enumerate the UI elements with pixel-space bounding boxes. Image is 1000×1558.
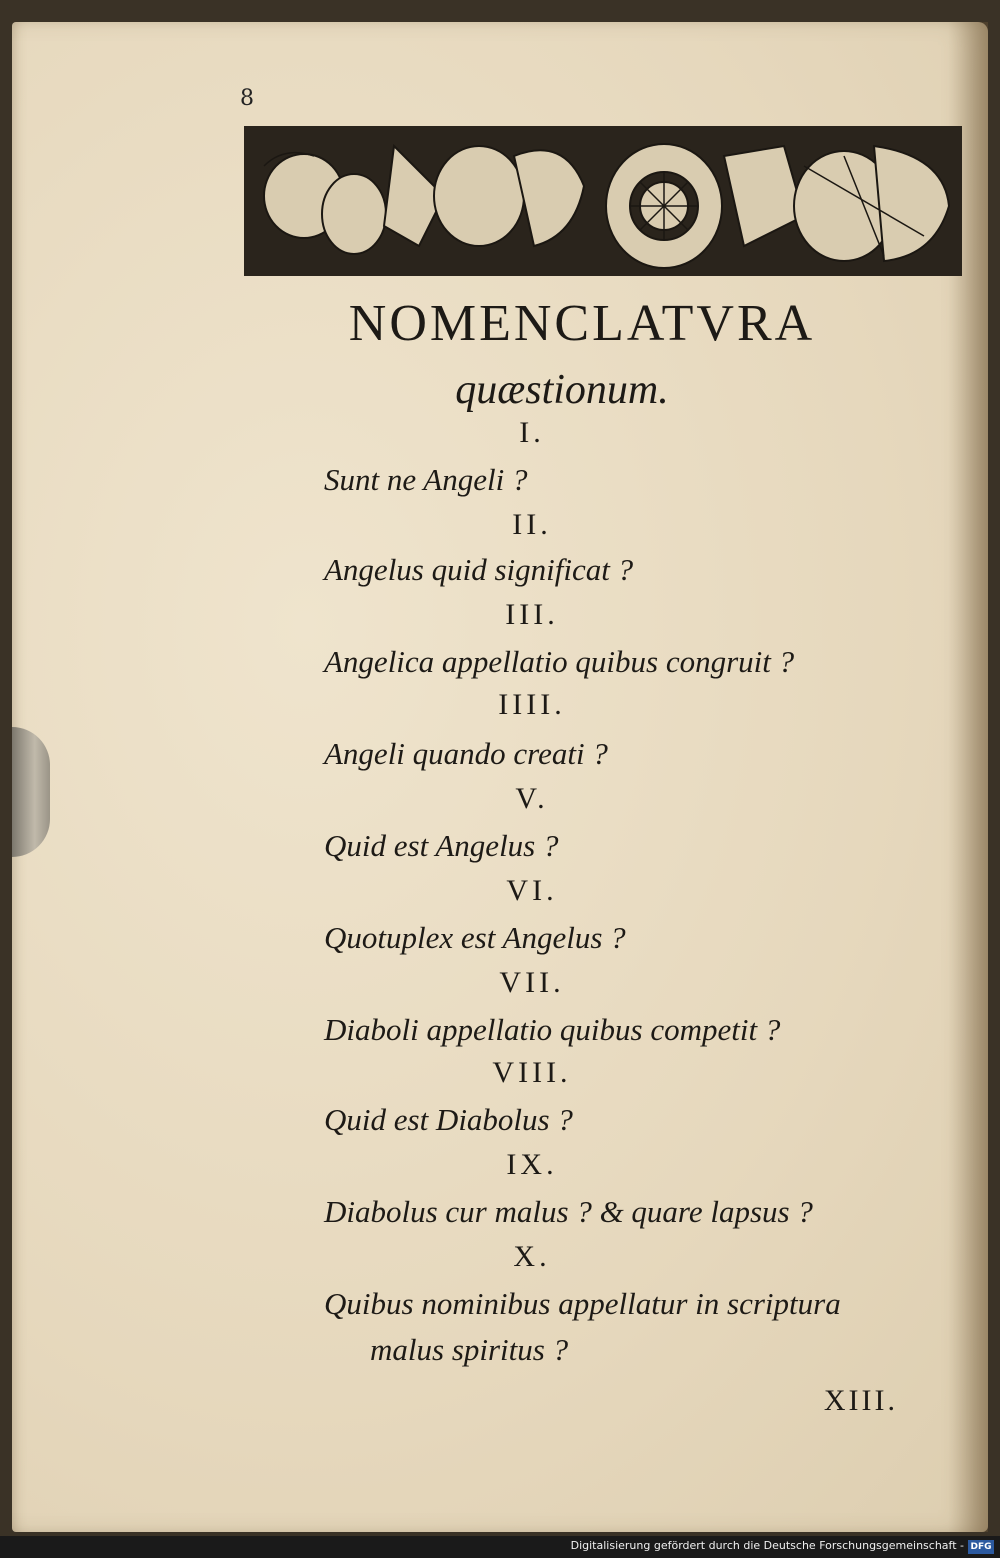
woodcut-trophy-ornament-icon <box>244 126 962 276</box>
catchword: XIII. <box>823 1384 898 1417</box>
entry-question: Sunt ne Angeli ? <box>324 462 528 497</box>
entry-number: II. <box>512 508 552 541</box>
entry-number: V. <box>515 782 549 815</box>
entry-question: Quid est Diabolus ? <box>324 1102 573 1137</box>
entry-number: VII. <box>499 966 565 999</box>
page-subtitle: quæstionum. <box>455 367 669 413</box>
entry-question-continuation: malus spiritus ? <box>370 1332 569 1367</box>
entry-question: Quotuplex est Angelus ? <box>324 920 626 955</box>
entry-number: X. <box>513 1240 551 1273</box>
entry-question: Angelus quid significat ? <box>324 552 634 587</box>
entry-number: III. <box>505 598 559 631</box>
entry-number: VI. <box>506 874 558 907</box>
folio-number: 8 <box>240 86 254 111</box>
entry-number: I. <box>519 416 545 449</box>
entry-number: IX. <box>506 1148 558 1181</box>
entry-question: Quid est Angelus ? <box>324 828 559 863</box>
entry-number: VIII. <box>492 1056 572 1089</box>
dfg-logo-icon: DFG <box>968 1540 994 1554</box>
entry-question: Diabolus cur malus ? & quare lapsus ? <box>324 1194 813 1229</box>
book-page <box>12 22 988 1532</box>
entry-question: Angelica appellatio quibus congruit ? <box>324 644 795 679</box>
entry-question: Angeli quando creati ? <box>324 736 608 771</box>
clip-icon <box>12 727 50 857</box>
entry-question: Quibus nominibus appellatur in scriptura <box>324 1286 841 1321</box>
entry-question: Diaboli appellatio quibus competit ? <box>324 1012 781 1047</box>
page-title: NOMENCLATVRA <box>348 295 816 352</box>
digitization-footer <box>0 1536 1000 1558</box>
entry-number: IIII. <box>498 688 566 721</box>
footer-credit: Digitalisierung gefördert durch die Deutsche Forschungsgemeinschaft - <box>570 1539 964 1552</box>
